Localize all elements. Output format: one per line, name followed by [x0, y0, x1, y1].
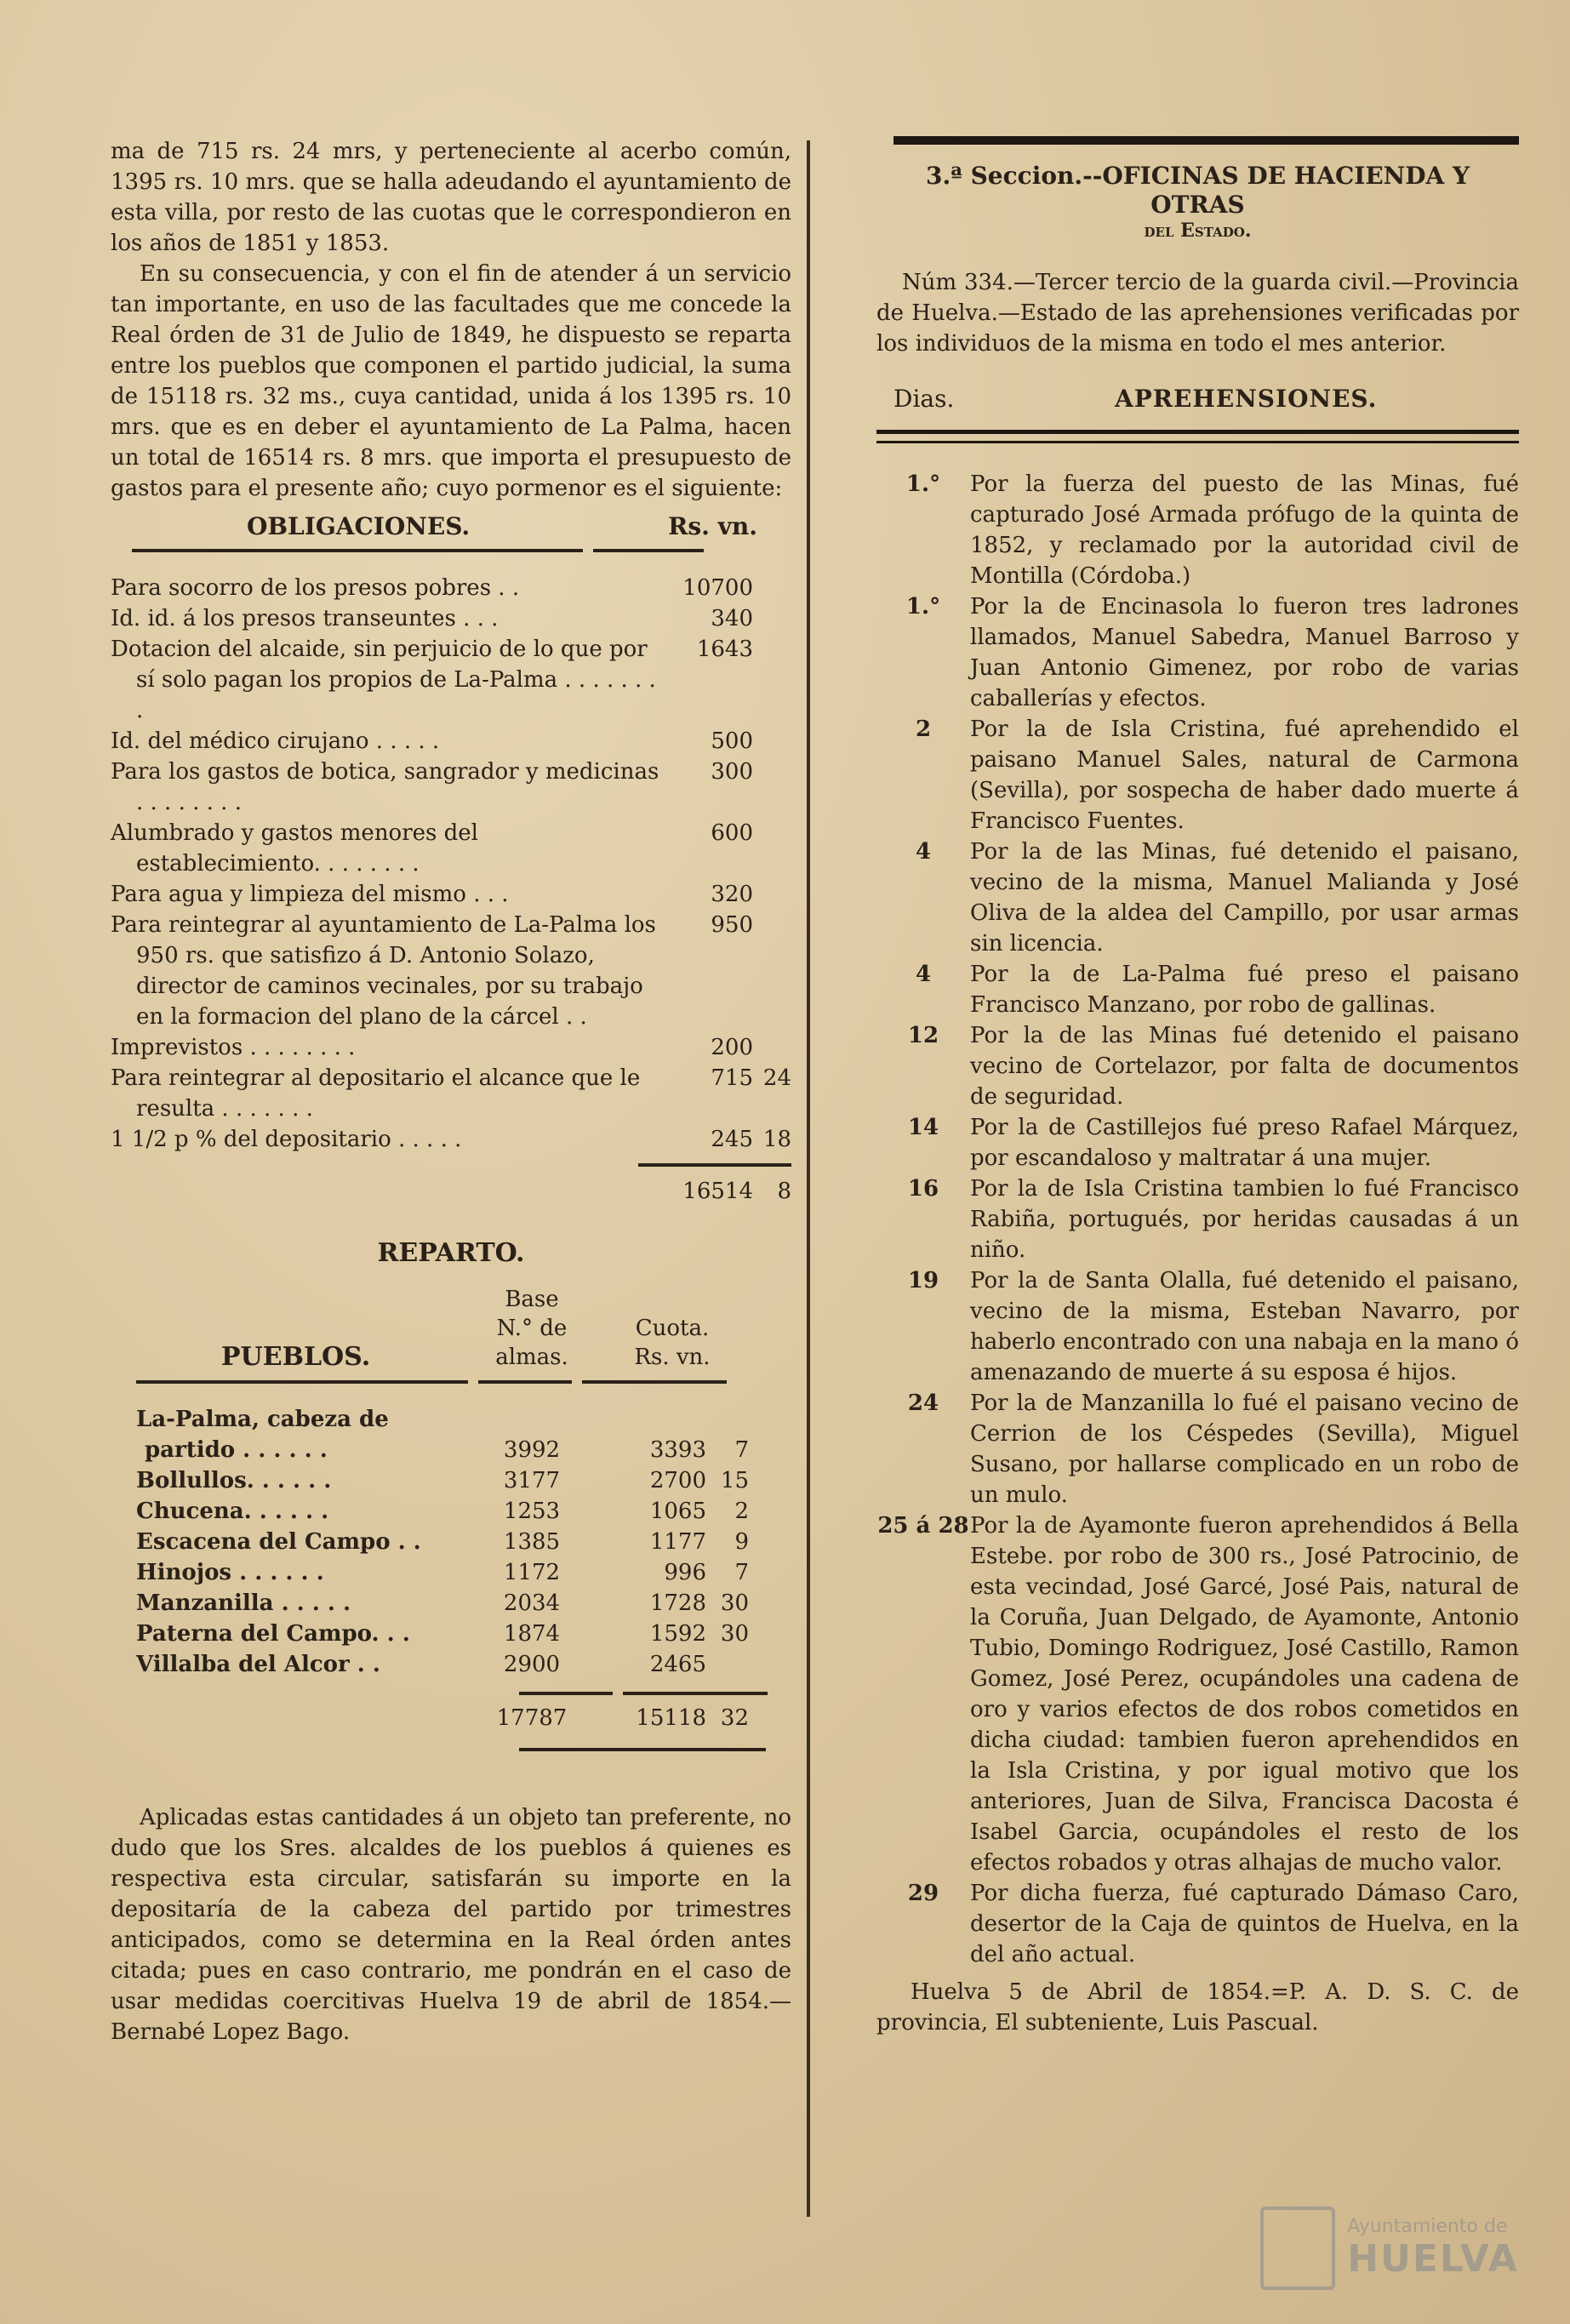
- obligacion-row: Imprevistos . . . . . . . . 200: [111, 1035, 753, 1060]
- coat-of-arms-icon: [1260, 2207, 1335, 2290]
- left-column: [111, 136, 791, 2047]
- obligacion-row: Para reintegrar al depositario el alcance que le resulta . . . . . . . 715 24: [111, 1065, 791, 1122]
- watermark-small-text: Ayuntamiento de: [1347, 2216, 1508, 2237]
- reparto-row: Villalba del Alcor . . 2900 2465: [136, 1652, 706, 1677]
- reparto-header-rules: [111, 1380, 791, 1384]
- obligacion-row: Id. id. á los presos transeuntes . . . 340: [111, 606, 753, 631]
- obligacion-row: Para agua y limpieza del mismo . . . 320: [111, 882, 753, 907]
- aprehension-entry: 1.° Por la de Encinasola lo fueron tres ladrones llamados, Manuel Sabedra, Manuel Barroso y Juan Antonio Gimenez, por robo de varias caballerías y efectos.: [905, 594, 1519, 711]
- aprehension-entry: 2 Por la de Isla Cristina, fué aprehendido el paisano Manuel Sales, natural de Carmona (Sevilla), por sospecha de haber dado muerte á Francisco Fuentes.: [915, 717, 1519, 834]
- heading-rules: [111, 549, 791, 552]
- reparto-row: Paterna del Campo. . . 1874 1592 30: [136, 1621, 749, 1647]
- watermark-big-text: HUELVA: [1347, 2237, 1519, 2281]
- aprehension-entry: 1.° Por la fuerza del puesto de las Minas, fué capturado José Armada prófugo de la quinta de 1852, y reclamado por la autoridad civil de Montilla (Córdoba.): [905, 471, 1519, 589]
- reparto-row: La-Palma, cabeza de partido . . . . . . 3992 3393 7: [136, 1407, 749, 1463]
- aprehension-entry: 29 Por dicha fuerza, fué capturado Dámaso Caro, desertor de la Caja de quintos de Huelva, en la del año actual.: [907, 1881, 1519, 1967]
- intro-paragraph-2: En su consecuencia, y con el fin de atender á un servicio tan importante, en uso de las facultades que me concede la Real órden de 31 de Julio de 1849, he dispuesto se reparta entre los pueblos que componen el partido judicial, la suma de 15118 rs. 32 ms., cuya cantidad, unida á los 1395 rs. 10 mrs. que es en deber el ayuntamiento de La Palma, hacen un total de 16514 rs. 8 mrs. que importa el presupuesto de gastos para el presente año; cuyo pormenor es el siguiente:: [111, 261, 791, 501]
- reparto-row: Chucena. . . . . . 1253 1065 2: [136, 1499, 749, 1524]
- obligacion-row: Alumbrado y gastos menores del establecimiento. . . . . . . . 600: [111, 820, 753, 876]
- total-rule: [111, 1163, 791, 1167]
- aprehension-entry: 19 Por la de Santa Olalla, fué detenido el paisano, vecino de la misma, Esteban Navarro, por haberlo encontrado con una nabaja en la mano ó amenazando de muerte á su esposa é hijos.: [907, 1268, 1519, 1385]
- double-rule: [876, 430, 1519, 443]
- aprehension-entry: 4 Por la de La-Palma fué preso el paisano Francisco Manzano, por robo de gallinas.: [915, 962, 1519, 1018]
- obligacion-row: 1 1/2 p % del depositario . . . . . 245 18: [111, 1127, 791, 1152]
- aprehension-entry: 24 Por la de Manzanilla lo fué el paisano vecino de Cerrion de los Céspedes (Sevilla), Miguel Susano, por hallarse complicado en un robo de un mulo.: [907, 1390, 1519, 1508]
- aprehensiones-list: [876, 469, 1519, 1970]
- section-title: 3.ª Seccion.--OFICINAS DE HACIENDA Y OTRAS: [925, 162, 1470, 219]
- aprehension-entry: 4 Por la de las Minas, fué detenido el paisano, vecino de la misma, Manuel Malianda y José Oliva de la aldea del Campillo, por usar armas sin licencia.: [915, 839, 1519, 956]
- ayuntamiento-watermark: [1260, 2207, 1519, 2290]
- aprehension-entry: 14 Por la de Castillejos fué preso Rafael Márquez, por escandaloso y maltratar á una mujer.: [907, 1115, 1519, 1171]
- closing-paragraph: Aplicadas estas cantidades á un objeto tan preferente, no dudo que los Sres. alcaldes de los pueblos á quienes es respectiva esta circular, satisfarán su importe en la depositaría de la cabeza del partido por trimestres anticipados, como se determina en la Real órden antes citada; pues en caso contrario, me pondrán en el caso de usar medidas coercitivas Huelva 19 de abril de 1854.—Bernabé Lopez Bago.: [111, 1805, 791, 2045]
- reparto-total-rules: [519, 1692, 791, 1695]
- section-subtitle: del Estado.: [1144, 220, 1252, 242]
- reparto-row: Manzanilla . . . . . 2034 1728 30: [136, 1590, 749, 1616]
- obligacion-row: Para los gastos de botica, sangrador y medicinas . . . . . . . . 300: [111, 759, 753, 815]
- reparto-row: Escacena del Campo . . 1385 1177 9: [136, 1529, 749, 1555]
- aprehension-entry: 16 Por la de Isla Cristina tambien lo fué Francisco Rabiña, portugués, por heridas causadas á un niño.: [907, 1176, 1519, 1263]
- reparto-row: Bollullos. . . . . . 3177 2700 15: [136, 1468, 749, 1493]
- rs-vn-heading: Rs. vn.: [668, 512, 757, 540]
- aprehension-entry: 25 á 28 Por la de Ayamonte fueron aprehendidos á Bella Estebe. por robo de 300 rs., José Patrocinio, de esta vecindad, José Garcé, José Pais, natural de la Coruña, Juan Delgado, de Ayamonte, Antonio Tubio, Domingo Rodriguez, José Castillo, Ramon Gomez, José Perez, ocupándoles una cadena de oro y varios efectos de dos robos cometidos en dicha ciudad: tambien fueron aprehendidos en la Isla Cristina, y por igual motivo que los anteriores, Juan de Silva, Francisca Dacosta é Isabel Garcia, ocupándoles el resto de los efectos robados y otras alhajas de mucho valor.: [877, 1513, 1519, 1876]
- reparto-table: [111, 1404, 791, 1680]
- signature: Huelva 5 de Abril de 1854.=P. A. D. S. C. de provincia, El subteniente, Luis Pascual.: [876, 1979, 1519, 2036]
- intro-paragraph-1: ma de 715 rs. 24 mrs, y perteneciente al acerbo común, 1395 rs. 10 mrs. que se halla adeudando el ayuntamiento de esta villa, por resto de las cuotas que le correspondieron en los años de 1851 y 1853.: [111, 139, 791, 256]
- reparto-header: PUEBLOS. Base N.° de almas. Cuota. Rs. vn.: [221, 1287, 711, 1372]
- obligaciones-total: 16514 8: [682, 1179, 791, 1204]
- aprehension-entry: 12 Por la de las Minas fué detenido el paisano vecino de Cortelazor, por falta de documentos de seguridad.: [907, 1023, 1519, 1110]
- numero-paragraph: Núm 334.—Tercer tercio de la guarda civil.—Provincia de Huelva.—Estado de las aprehensiones verificadas por los individuos de la misma en todo el mes anterior.: [876, 270, 1519, 357]
- column-divider: [807, 140, 810, 2217]
- obligacion-row: Para reintegrar al ayuntamiento de La-Palma los 950 rs. que satisfizo á D. Antonio Solazo, director de caminos vecinales, por su trabajo en la formacion del plano de la cárcel . . 950: [111, 912, 753, 1030]
- right-column: [876, 136, 1519, 2038]
- obligaciones-heading-row: [111, 512, 791, 540]
- aprehensiones-header: Dias. APREHENSIONES.: [893, 385, 1378, 413]
- obligacion-row: Dotacion del alcaide, sin perjuicio de lo que por sí solo pagan los propios de La-Palma . . . . . . . . 1643: [111, 637, 753, 723]
- obligaciones-heading: OBLIGACIONES.: [247, 512, 471, 540]
- obligacion-row: Id. del médico cirujano . . . . . 500: [111, 728, 753, 754]
- reparto-row: Hinojos . . . . . . 1172 996 7: [136, 1560, 749, 1585]
- top-rule: [893, 136, 1519, 145]
- reparto-bottom-rule: [519, 1748, 791, 1751]
- obligacion-row: Para socorro de los presos pobres . . 10700: [111, 575, 753, 601]
- obligaciones-list: [111, 573, 791, 1155]
- reparto-title: REPARTO.: [377, 1238, 525, 1268]
- reparto-total: 17787 15118 32: [496, 1705, 749, 1731]
